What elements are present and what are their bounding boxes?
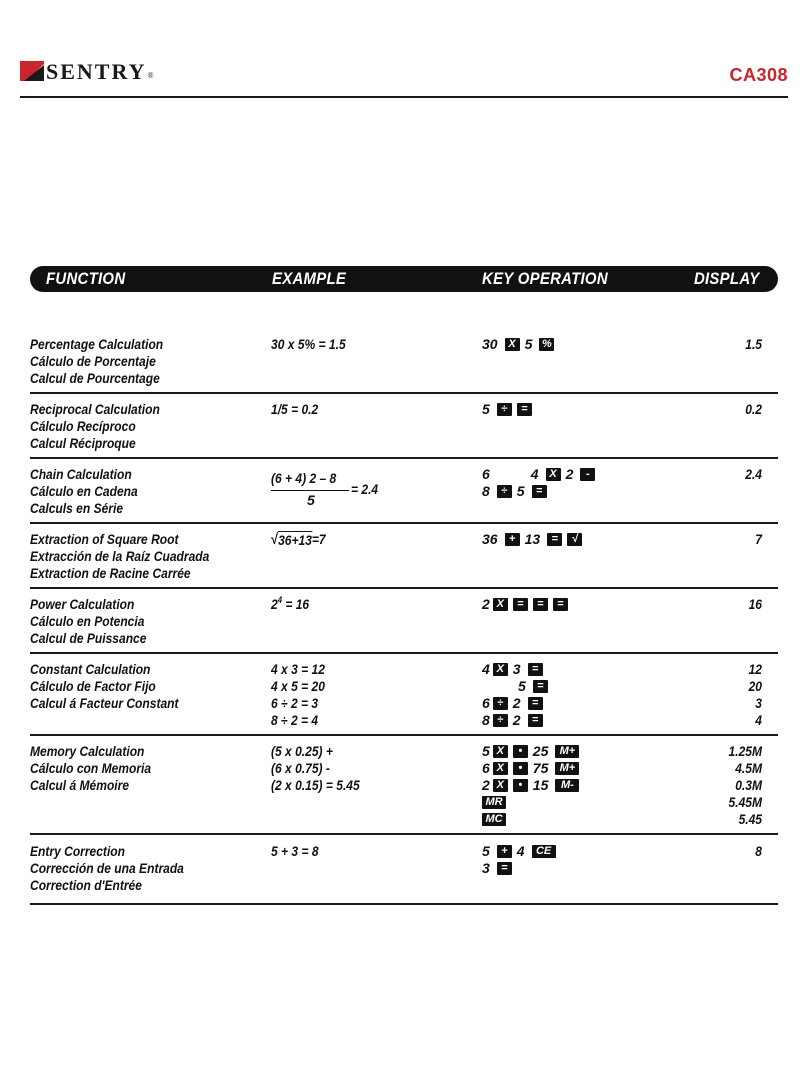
function-es: Extracción de la Raíz Cuadrada (30, 548, 210, 564)
example-cell (271, 336, 471, 353)
key-digit: 13 (524, 531, 541, 547)
function-es: Cálculo Recíproco (30, 418, 136, 434)
display-value: 20 (748, 678, 762, 694)
multiply-key-icon: X (493, 762, 508, 775)
equals-key-icon: = (532, 485, 547, 498)
table-row (30, 336, 778, 394)
fraction-bar (271, 490, 349, 491)
display-cell (642, 336, 762, 353)
key-digit: 4 (530, 466, 539, 482)
function-en: Memory Calculation (30, 743, 145, 759)
fraction-result: = 2.4 (351, 481, 379, 497)
key-digit: 2 (565, 466, 574, 482)
example-text: (2 x 0.15) = 5.45 (271, 777, 360, 793)
key-digit: 5 (524, 336, 533, 352)
key-digit: 8 (482, 483, 490, 499)
example-text: (6 x 0.75) - (271, 760, 330, 776)
memory-plus-key-icon: M+ (555, 745, 579, 758)
example-cell (271, 743, 471, 794)
power-example (271, 596, 443, 613)
fraction-example (271, 470, 441, 510)
plus-key-icon: + (505, 533, 520, 546)
memory-minus-key-icon: M- (555, 779, 579, 792)
key-digit: 6 (482, 466, 490, 482)
function-en: Power Calculation (30, 596, 135, 612)
key-digit: 6 (482, 760, 490, 776)
display-value: 0.2 (745, 401, 762, 417)
equals-key-icon: = (533, 680, 548, 693)
function-en: Chain Calculation (30, 466, 132, 482)
equals-key-icon: = (517, 403, 532, 416)
key-digit: 2 (482, 596, 490, 612)
function-es: Corrección de una Entrada (30, 860, 184, 876)
equals-key-icon: = (497, 862, 512, 875)
multiply-key-icon: X (546, 468, 561, 481)
example-text: 1/5 = 0.2 (271, 401, 319, 417)
divide-key-icon: ÷ (497, 485, 512, 498)
equals-key-icon: = (553, 598, 568, 611)
function-cell (30, 743, 260, 794)
divide-key-icon: ÷ (493, 697, 508, 710)
brand-name: SENTRY (46, 59, 147, 84)
key-digit: 5 (482, 401, 490, 417)
function-fr: Extraction de Racine Carrée (30, 565, 191, 581)
key-digit: 4 (516, 843, 525, 859)
equals-key-icon: = (528, 714, 543, 727)
radicand: 36+13 (278, 532, 312, 548)
function-cell (30, 466, 260, 517)
display-value: 7 (755, 531, 762, 547)
example-cell (271, 843, 471, 860)
table-row (30, 466, 778, 524)
display-value: 1.25M (728, 743, 762, 759)
function-cell (30, 843, 260, 894)
registered-mark: ® (147, 71, 154, 80)
function-fr: Calcul á Mémoire (30, 777, 130, 793)
function-fr: Calcul á Facteur Constant (30, 695, 179, 711)
divide-key-icon: ÷ (497, 403, 512, 416)
display-value: 0.3M (735, 777, 762, 793)
multiply-key-icon: X (493, 745, 508, 758)
display-cell (642, 531, 762, 548)
function-cell (30, 531, 260, 582)
key-digit: 3 (512, 661, 521, 677)
key-digit: 15 (532, 777, 549, 793)
table-row (30, 743, 778, 835)
decimal-key-icon: • (513, 745, 528, 758)
sqrt-example (271, 531, 443, 549)
key-digit: 5 (482, 743, 490, 759)
plus-key-icon: + (497, 845, 512, 858)
example-text: 5 + 3 = 8 (271, 843, 319, 859)
example-text: 6 ÷ 2 = 3 (271, 695, 319, 711)
equals-key-icon: = (547, 533, 562, 546)
multiply-key-icon: X (493, 663, 508, 676)
example-cell (271, 661, 471, 729)
decimal-key-icon: • (513, 779, 528, 792)
minus-key-icon: - (580, 468, 595, 481)
multiply-key-icon: X (493, 779, 508, 792)
function-en: Entry Correction (30, 843, 126, 859)
key-digit: 2 (512, 695, 521, 711)
key-digit: 4 (482, 661, 490, 677)
function-fr: Calcul de Pourcentage (30, 370, 160, 386)
example-text: 4 x 5 = 20 (271, 678, 325, 694)
display-value: 5.45 (738, 811, 762, 827)
sentry-logo-icon (20, 61, 44, 83)
square-root-key-icon: √ (567, 533, 582, 546)
function-fr: Calcul de Puissance (30, 630, 147, 646)
display-cell (642, 843, 762, 860)
col-function: FUNCTION (46, 269, 126, 288)
key-digit: 5 (516, 483, 525, 499)
function-es: Cálculo en Cadena (30, 483, 138, 499)
power-result: = 16 (282, 596, 310, 612)
model-number: CA308 (729, 65, 788, 85)
key-digit: 75 (532, 760, 549, 776)
display-value: 5.45M (728, 794, 762, 810)
percent-key-icon: % (539, 338, 554, 351)
memory-recall-key-icon: MR (482, 796, 506, 809)
sentry-logo (20, 59, 154, 85)
power-base: 2 (271, 596, 278, 612)
example-text: 4 x 3 = 12 (271, 661, 325, 677)
col-key-operation: KEY OPERATION (482, 269, 608, 288)
function-en: Constant Calculation (30, 661, 151, 677)
display-value: 4.5M (735, 760, 762, 776)
function-es: Cálculo de Factor Fijo (30, 678, 156, 694)
table-row (30, 596, 778, 654)
key-digit: 5 (482, 843, 490, 859)
display-cell (642, 466, 762, 483)
function-cell (30, 336, 260, 387)
key-digit: 8 (482, 712, 490, 728)
function-fr: Correction d'Entrée (30, 877, 142, 893)
table-row (30, 661, 778, 736)
key-digit: 36 (482, 531, 498, 547)
fraction-denominator: 5 (307, 492, 315, 508)
table-row (30, 401, 778, 459)
display-value: 12 (748, 661, 762, 677)
key-digit: 3 (482, 860, 490, 876)
key-digit: 5 (518, 678, 526, 694)
display-cell (642, 596, 762, 613)
equals-key-icon: = (533, 598, 548, 611)
display-cell (642, 743, 762, 828)
display-cell (642, 661, 762, 729)
key-digit: 2 (482, 777, 490, 793)
display-value: 3 (755, 695, 762, 711)
display-value: 16 (748, 596, 762, 612)
equals-key-icon: = (528, 663, 543, 676)
function-es: Cálculo con Memoria (30, 760, 152, 776)
key-digit: 6 (482, 695, 490, 711)
function-en: Reciprocal Calculation (30, 401, 160, 417)
function-cell (30, 401, 260, 452)
function-es: Cálculo de Porcentaje (30, 353, 156, 369)
sqrt-result: =7 (311, 531, 326, 547)
key-digit: 30 (482, 336, 498, 352)
multiply-key-icon: X (505, 338, 520, 351)
display-cell (642, 401, 762, 418)
example-text: 8 ÷ 2 = 4 (271, 712, 319, 728)
display-value: 2.4 (745, 466, 762, 482)
example-text: 30 x 5% = 1.5 (271, 336, 346, 352)
key-digit: 2 (512, 712, 521, 728)
equals-key-icon: = (513, 598, 528, 611)
key-digit: 25 (532, 743, 549, 759)
decimal-key-icon: • (513, 762, 528, 775)
page-header (20, 50, 788, 98)
function-es: Cálculo en Potencia (30, 613, 145, 629)
function-fr: Calcul Réciproque (30, 435, 136, 451)
col-example: EXAMPLE (272, 269, 347, 288)
display-value: 8 (755, 843, 762, 859)
example-cell (271, 531, 471, 549)
radical-icon: √ (271, 531, 279, 548)
function-en: Percentage Calculation (30, 336, 164, 352)
function-cell (30, 661, 260, 712)
function-en: Extraction of Square Root (30, 531, 179, 547)
col-display: DISPLAY (694, 269, 760, 288)
clear-entry-key-icon: CE (532, 845, 556, 858)
display-value: 4 (755, 712, 762, 728)
fraction-numerator: (6 + 4) 2 – 8 (271, 470, 337, 486)
example-cell (271, 401, 471, 418)
table-row (30, 531, 778, 589)
function-cell (30, 596, 260, 647)
function-fr: Calculs en Série (30, 500, 124, 516)
equals-key-icon: = (528, 697, 543, 710)
example-text: (5 x 0.25) + (271, 743, 333, 759)
table-row (30, 843, 778, 905)
memory-plus-key-icon: M+ (555, 762, 579, 775)
divide-key-icon: ÷ (493, 714, 508, 727)
power-exponent: 4 (277, 595, 283, 605)
memory-clear-key-icon: MC (482, 813, 506, 826)
example-cell (271, 596, 471, 613)
multiply-key-icon: X (493, 598, 508, 611)
table-header (30, 266, 778, 292)
display-value: 1.5 (745, 336, 762, 352)
